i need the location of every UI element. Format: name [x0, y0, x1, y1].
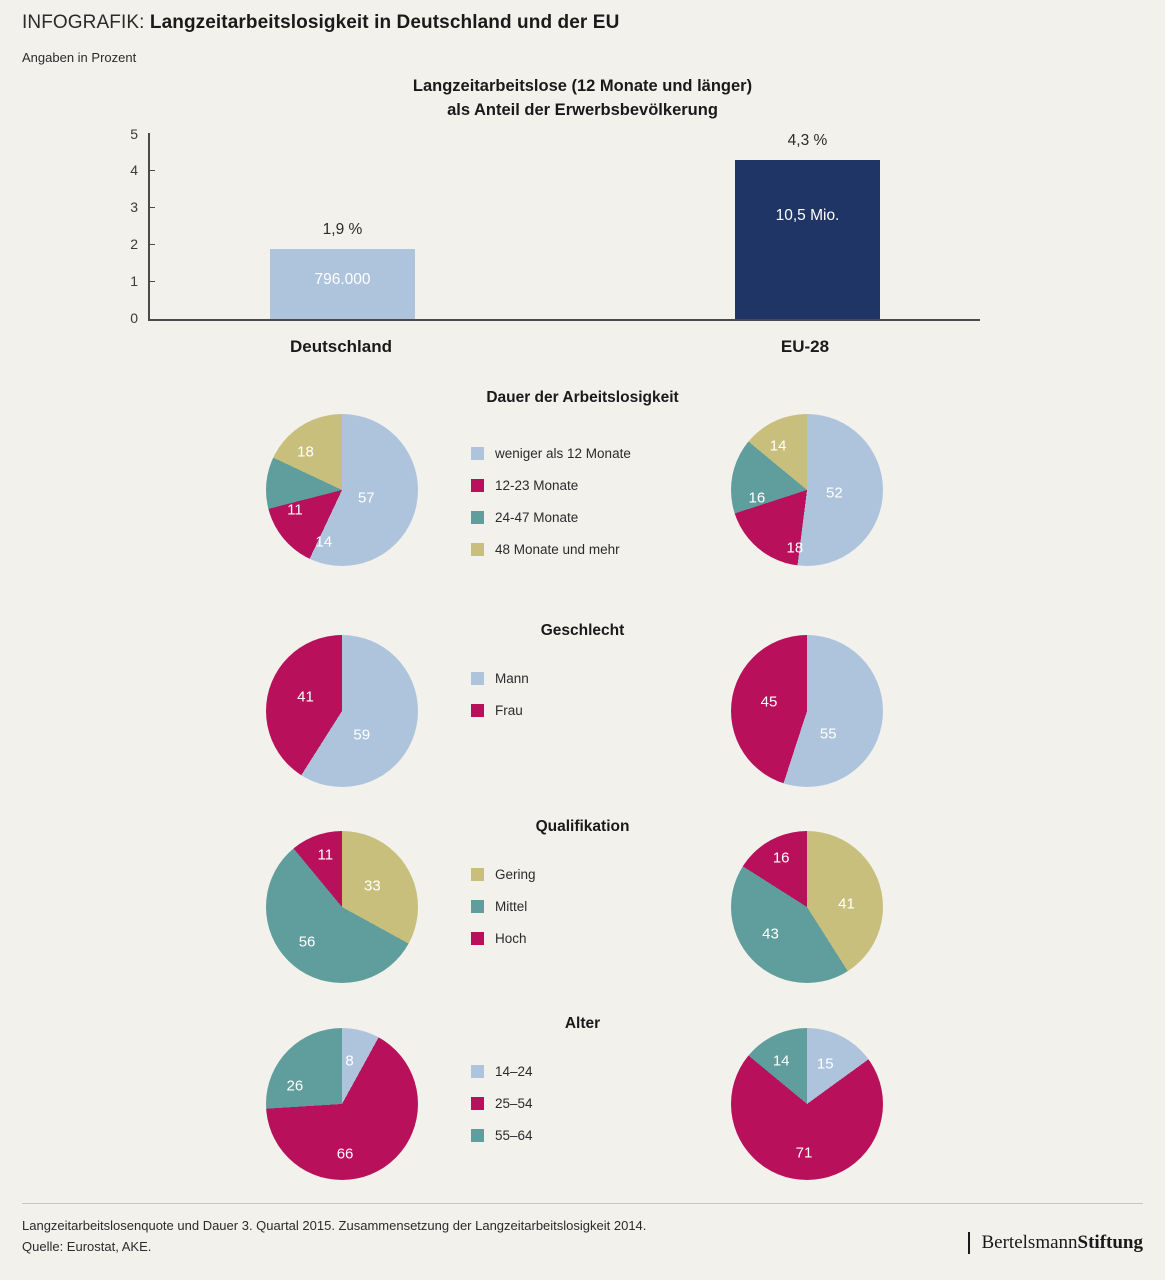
legend-swatch-icon	[471, 1065, 484, 1078]
bar-chart	[130, 126, 980, 326]
section-title-duration: Dauer der Arbeitslosigkeit	[486, 389, 679, 406]
y-tick-4: 4	[130, 162, 138, 178]
legend-label: Frau	[495, 702, 523, 718]
section-title-age: Alter	[564, 1015, 601, 1032]
header-kicker: INFOGRAFIK:	[22, 12, 150, 33]
x-axis	[148, 319, 980, 321]
y-tick-mark-3	[148, 207, 155, 208]
legend-label: 55–64	[495, 1127, 533, 1143]
legend-item	[471, 469, 631, 501]
legend-label: Hoch	[495, 930, 527, 946]
footer-source	[22, 1215, 646, 1257]
section-title-qualification: Qualifikation	[535, 818, 630, 835]
y-tick-3: 3	[130, 199, 138, 215]
header-title: Langzeitarbeitslosigkeit in Deutschland und der EU	[149, 12, 620, 33]
legend-item	[471, 1055, 533, 1087]
legend-item	[471, 858, 536, 890]
legend-label: Mann	[495, 670, 529, 686]
pie-duration-eu28	[731, 414, 883, 566]
legend-swatch-icon	[471, 1129, 484, 1142]
y-axis	[148, 133, 150, 321]
legend-gender	[471, 662, 529, 726]
legend-swatch-icon	[471, 511, 484, 524]
legend-duration	[471, 437, 631, 565]
legend-item	[471, 533, 631, 565]
bar-value-deutschland: 1,9 %	[322, 221, 363, 238]
pie-slice-label: 66	[336, 1145, 354, 1163]
bar-category-deutschland: Deutschland	[289, 337, 393, 356]
pie-slice-label: 41	[838, 895, 855, 913]
legend-swatch-icon	[471, 932, 484, 945]
legend-item	[471, 501, 631, 533]
legend-label: 12-23 Monate	[495, 477, 579, 493]
pie-slice-label: 33	[364, 877, 381, 895]
bar-chart-title-line1: Langzeitarbeitslose (12 Monate und länger)	[412, 77, 753, 95]
legend-swatch-icon	[471, 447, 484, 460]
pie-slice-label: 41	[297, 688, 314, 706]
legend-swatch-icon	[471, 672, 484, 685]
y-tick-2: 2	[130, 236, 138, 252]
legend-label: weniger als 12 Monate	[495, 445, 631, 461]
pie-slice-label: 56	[298, 933, 316, 951]
y-tick-mark-1	[148, 281, 155, 282]
y-tick-mark-2	[148, 244, 155, 245]
y-tick-5: 5	[130, 126, 138, 142]
pie-gender-deutschland	[266, 635, 418, 787]
footer-source-line2: Quelle: Eurostat, AKE.	[22, 1239, 152, 1254]
pie-slice-label: 11	[317, 846, 334, 864]
legend-item	[471, 890, 536, 922]
pie-slice-label: 15	[816, 1055, 834, 1073]
bar-value-eu28: 4,3 %	[787, 132, 828, 149]
legend-item	[471, 694, 529, 726]
legend-qualification	[471, 858, 536, 954]
legend-swatch-icon	[471, 479, 484, 492]
bar-inner-label-deutschland: 796.000	[314, 271, 371, 288]
legend-item	[471, 922, 536, 954]
legend-item	[471, 1119, 533, 1151]
pie-slice-label: 14	[772, 1052, 790, 1070]
legend-item	[471, 437, 631, 469]
legend-item	[471, 662, 529, 694]
y-tick-mark-4	[148, 170, 155, 171]
bar-chart-title-line2: als Anteil der Erwerbsbevölkerung	[447, 101, 718, 119]
logo-bertelsmann-stiftung	[968, 1232, 1144, 1254]
page-title	[22, 12, 619, 34]
pie-slice-label: 16	[772, 849, 790, 867]
pie-age-eu28	[731, 1028, 883, 1180]
footer-source-line1: Langzeitarbeitslosenquote und Dauer 3. Quartal 2015. Zusammensetzung der Langzeitarbeitslosigkeit 2014.	[22, 1218, 647, 1233]
bar-deutschland	[270, 221, 415, 319]
logo-text-light: Bertelsmann	[981, 1232, 1078, 1253]
pie-slice-label: 14	[315, 533, 333, 551]
pie-slice-label: 14	[769, 437, 787, 455]
y-tick-1: 1	[130, 273, 138, 289]
pie-slice-label: 18	[786, 539, 804, 557]
pie-slice-label: 71	[795, 1144, 813, 1162]
logo-text-bold: Stiftung	[1077, 1232, 1143, 1253]
bar-inner-label-eu28: 10,5 Mio.	[775, 207, 840, 224]
bar-category-eu28: EU-28	[780, 337, 830, 356]
pie-slice-label: 57	[357, 489, 375, 507]
legend-label: 25–54	[495, 1095, 533, 1111]
pie-duration-deutschland	[266, 414, 418, 566]
pie-slice-label: 55	[819, 725, 837, 743]
logo-bar-icon	[968, 1232, 970, 1254]
pie-qualification-eu28	[731, 831, 883, 983]
units-note: Angaben in Prozent	[22, 50, 137, 65]
pie-slice-label: 59	[353, 726, 371, 744]
pie-slice-label: 43	[762, 925, 779, 943]
legend-label: Gering	[495, 866, 536, 882]
bar-eu28	[735, 132, 880, 319]
pie-gender-eu28	[731, 635, 883, 787]
legend-label: 24-47 Monate	[495, 509, 579, 525]
legend-swatch-icon	[471, 1097, 484, 1110]
pie-slice-label: 18	[297, 443, 314, 461]
legend-label: 48 Monate und mehr	[495, 541, 620, 557]
legend-swatch-icon	[471, 900, 484, 913]
legend-swatch-icon	[471, 704, 484, 717]
pie-slice-label: 52	[826, 484, 843, 502]
bar-chart-title	[0, 74, 1165, 122]
legend-swatch-icon	[471, 868, 484, 881]
pie-age-deutschland	[266, 1028, 418, 1180]
legend-swatch-icon	[471, 543, 484, 556]
legend-label: 14–24	[495, 1063, 533, 1079]
y-tick-0: 0	[130, 310, 138, 326]
legend-item	[471, 1087, 533, 1119]
pie-slice-label: 11	[287, 501, 303, 519]
legend-label: Mittel	[495, 898, 528, 914]
pie-qualification-deutschland	[266, 831, 418, 983]
pie-slice-label: 16	[748, 489, 766, 507]
pie-slice-label: 45	[760, 693, 778, 711]
pie-slice-label: 26	[286, 1077, 304, 1095]
footer-divider	[22, 1203, 1143, 1204]
pie-slice-label: 8	[345, 1052, 354, 1070]
legend-age	[471, 1055, 533, 1151]
section-title-gender: Geschlecht	[540, 622, 625, 639]
